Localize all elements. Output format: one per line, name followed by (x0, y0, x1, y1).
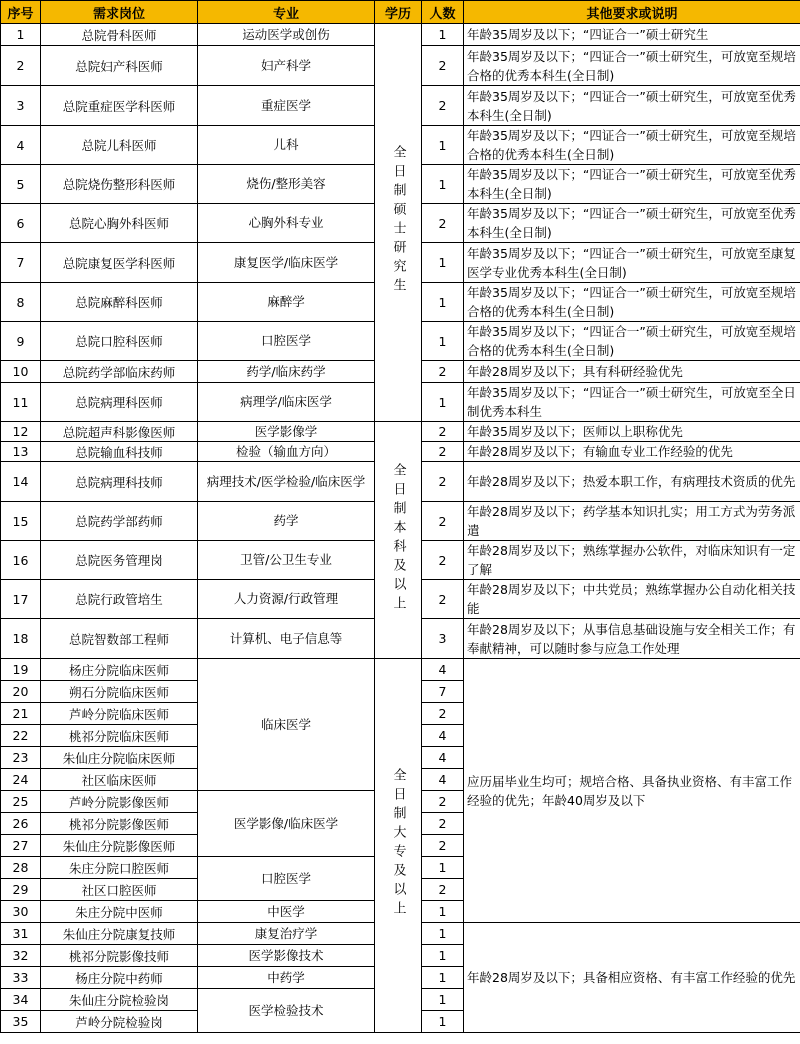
row-number: 2 (1, 46, 41, 86)
header-education: 学历 (375, 1, 422, 24)
position-cell: 朱仙庄分院检验岗 (41, 989, 198, 1011)
row-number: 20 (1, 681, 41, 703)
row-number: 35 (1, 1011, 41, 1033)
major-cell: 检验（输血方向） (198, 442, 375, 462)
position-cell: 朱仙庄分院康复技师 (41, 923, 198, 945)
count-cell: 2 (422, 541, 464, 580)
education-cell-college (375, 659, 422, 1033)
position-cell: 桃祁分院影像技师 (41, 945, 198, 967)
row-number: 25 (1, 791, 41, 813)
header-row (1, 1, 800, 24)
count-cell: 4 (422, 725, 464, 747)
count-cell: 2 (422, 502, 464, 541)
count-cell: 2 (422, 791, 464, 813)
major-cell: 临床医学 (198, 659, 375, 791)
major-cell: 计算机、电子信息等 (198, 619, 375, 659)
row-number: 32 (1, 945, 41, 967)
position-cell: 芦岭分院影像医师 (41, 791, 198, 813)
row-number: 24 (1, 769, 41, 791)
row-number: 26 (1, 813, 41, 835)
row-number: 31 (1, 923, 41, 945)
major-cell: 口腔医学 (198, 322, 375, 361)
major-cell: 卫管/公卫生专业 (198, 541, 375, 580)
position-cell: 芦岭分院临床医师 (41, 703, 198, 725)
row-number: 30 (1, 901, 41, 923)
count-cell: 4 (422, 747, 464, 769)
major-cell: 麻醉学 (198, 283, 375, 322)
major-cell: 医学影像/临床医学 (198, 791, 375, 857)
position-cell: 总院病理科技师 (41, 462, 198, 502)
position-cell: 朱庄分院中医师 (41, 901, 198, 923)
count-cell: 7 (422, 681, 464, 703)
count-cell: 1 (422, 283, 464, 322)
header-no: 序号 (1, 1, 41, 24)
position-cell: 总院药学部药师 (41, 502, 198, 541)
position-cell: 总院烧伤整形科医师 (41, 165, 198, 204)
major-cell: 运动医学或创伤 (198, 24, 375, 46)
row-number: 22 (1, 725, 41, 747)
count-cell: 2 (422, 204, 464, 243)
position-cell: 桃祁分院影像医师 (41, 813, 198, 835)
position-cell: 社区口腔医师 (41, 879, 198, 901)
major-cell: 医学检验技术 (198, 989, 375, 1033)
position-cell: 总院医务管理岗 (41, 541, 198, 580)
position-cell: 杨庄分院临床医师 (41, 659, 198, 681)
count-cell: 1 (422, 126, 464, 165)
major-cell: 口腔医学 (198, 857, 375, 901)
row-number: 23 (1, 747, 41, 769)
row-number: 12 (1, 422, 41, 442)
count-cell: 1 (422, 989, 464, 1011)
row-number: 5 (1, 165, 41, 204)
education-cell-master (375, 24, 422, 422)
row-number: 6 (1, 204, 41, 243)
position-cell: 总院重症医学科医师 (41, 86, 198, 126)
education-text: 全日制大专及以上 (390, 768, 406, 920)
count-cell: 2 (422, 879, 464, 901)
position-cell: 总院妇产科医师 (41, 46, 198, 86)
major-cell: 病理学/临床医学 (198, 383, 375, 422)
row-number: 11 (1, 383, 41, 422)
note-cell: 应历届毕业生均可；规培合格、具备执业资格、有丰富工作经验的优先；年龄40周岁及以下 (464, 659, 800, 923)
count-cell: 1 (422, 383, 464, 422)
header-notes: 其他要求或说明 (464, 1, 800, 24)
position-cell: 杨庄分院中药师 (41, 967, 198, 989)
education-cell-bachelor (375, 422, 422, 659)
row-number: 16 (1, 541, 41, 580)
table-row (1, 24, 800, 46)
row-number: 27 (1, 835, 41, 857)
count-cell: 1 (422, 967, 464, 989)
row-number: 10 (1, 361, 41, 383)
count-cell: 2 (422, 442, 464, 462)
row-number: 34 (1, 989, 41, 1011)
major-cell: 人力资源/行政管理 (198, 580, 375, 619)
position-cell: 朱仙庄分院影像医师 (41, 835, 198, 857)
position-cell: 总院智数部工程师 (41, 619, 198, 659)
position-cell: 朔石分院临床医师 (41, 681, 198, 703)
major-cell: 心胸外科专业 (198, 204, 375, 243)
count-cell: 1 (422, 24, 464, 46)
note-cell: 年龄35周岁及以下；“四证合一”硕士研究生，可放宽至规培合格的优秀本科生(全日制) (464, 126, 800, 165)
row-number: 4 (1, 126, 41, 165)
row-number: 33 (1, 967, 41, 989)
position-cell: 总院骨科医师 (41, 24, 198, 46)
note-cell: 年龄35周岁及以下；“四证合一”硕士研究生，可放宽至规培合格的优秀本科生(全日制) (464, 283, 800, 322)
position-cell: 总院病理科医师 (41, 383, 198, 422)
position-cell: 桃祁分院临床医师 (41, 725, 198, 747)
count-cell: 1 (422, 1011, 464, 1033)
row-number: 19 (1, 659, 41, 681)
row-number: 7 (1, 243, 41, 283)
note-cell: 年龄28周岁及以下；热爱本职工作，有病理技术资质的优先 (464, 462, 800, 502)
major-cell: 儿科 (198, 126, 375, 165)
count-cell: 1 (422, 901, 464, 923)
education-text: 全日制本科及以上 (390, 462, 406, 615)
header-position: 需求岗位 (41, 1, 198, 24)
row-number: 14 (1, 462, 41, 502)
note-cell: 年龄35周岁及以下；“四证合一”硕士研究生，可放宽至规培合格的优秀本科生(全日制) (464, 46, 800, 86)
note-cell: 年龄35周岁及以下；“四证合一”硕士研究生 (464, 24, 800, 46)
position-cell: 朱庄分院口腔医师 (41, 857, 198, 879)
row-number: 9 (1, 322, 41, 361)
count-cell: 2 (422, 361, 464, 383)
row-number: 3 (1, 86, 41, 126)
major-cell: 中药学 (198, 967, 375, 989)
position-cell: 总院超声科影像医师 (41, 422, 198, 442)
row-number: 15 (1, 502, 41, 541)
note-cell: 年龄28周岁及以下；从事信息基础设施与安全相关工作；有奉献精神，可以随时参与应急工作处理 (464, 619, 800, 659)
count-cell: 1 (422, 243, 464, 283)
note-cell: 年龄28周岁及以下；中共党员；熟练掌握办公自动化相关技能 (464, 580, 800, 619)
count-cell: 1 (422, 945, 464, 967)
count-cell: 2 (422, 703, 464, 725)
row-number: 21 (1, 703, 41, 725)
note-cell: 年龄28周岁及以下；有输血专业工作经验的优先 (464, 442, 800, 462)
major-cell: 烧伤/整形美容 (198, 165, 375, 204)
position-cell: 社区临床医师 (41, 769, 198, 791)
note-cell: 年龄35周岁及以下；“四证合一”硕士研究生，可放宽至优秀本科生(全日制) (464, 204, 800, 243)
position-cell: 总院药学部临床药师 (41, 361, 198, 383)
count-cell: 4 (422, 659, 464, 681)
position-cell: 总院口腔科医师 (41, 322, 198, 361)
note-cell: 年龄28周岁及以下；具有科研经验优先 (464, 361, 800, 383)
major-cell: 中医学 (198, 901, 375, 923)
row-number: 18 (1, 619, 41, 659)
table-row (1, 659, 800, 681)
position-cell: 总院行政管培生 (41, 580, 198, 619)
major-cell: 药学/临床药学 (198, 361, 375, 383)
row-number: 17 (1, 580, 41, 619)
major-cell: 药学 (198, 502, 375, 541)
note-cell: 年龄35周岁及以下；医师以上职称优先 (464, 422, 800, 442)
count-cell: 2 (422, 813, 464, 835)
note-cell: 年龄35周岁及以下；“四证合一”硕士研究生，可放宽至优秀本科生(全日制) (464, 165, 800, 204)
count-cell: 2 (422, 46, 464, 86)
position-cell: 总院儿科医师 (41, 126, 198, 165)
major-cell: 康复医学/临床医学 (198, 243, 375, 283)
count-cell: 4 (422, 769, 464, 791)
count-cell: 2 (422, 835, 464, 857)
row-number: 28 (1, 857, 41, 879)
count-cell: 1 (422, 322, 464, 361)
count-cell: 1 (422, 857, 464, 879)
count-cell: 1 (422, 165, 464, 204)
note-cell: 年龄35周岁及以下；“四证合一”硕士研究生，可放宽至规培合格的优秀本科生(全日制) (464, 322, 800, 361)
count-cell: 3 (422, 619, 464, 659)
row-number: 8 (1, 283, 41, 322)
note-cell: 年龄35周岁及以下；“四证合一”硕士研究生，可放宽至全日制优秀本科生 (464, 383, 800, 422)
major-cell: 病理技术/医学检验/临床医学 (198, 462, 375, 502)
position-cell: 总院心胸外科医师 (41, 204, 198, 243)
note-cell: 年龄35周岁及以下；“四证合一”硕士研究生，可放宽至优秀本科生(全日制) (464, 86, 800, 126)
count-cell: 2 (422, 422, 464, 442)
position-cell: 总院输血科技师 (41, 442, 198, 462)
note-cell: 年龄28周岁及以下；药学基本知识扎实；用工方式为劳务派遣 (464, 502, 800, 541)
table-row (1, 422, 800, 442)
row-number: 1 (1, 24, 41, 46)
major-cell: 医学影像技术 (198, 945, 375, 967)
position-cell: 朱仙庄分院临床医师 (41, 747, 198, 769)
major-cell: 重症医学 (198, 86, 375, 126)
education-text: 全日制硕士研究生 (390, 145, 406, 297)
count-cell: 2 (422, 86, 464, 126)
major-cell: 康复治疗学 (198, 923, 375, 945)
note-cell: 年龄28周岁及以下；具备相应资格、有丰富工作经验的优先 (464, 923, 800, 1033)
note-cell: 年龄35周岁及以下；“四证合一”硕士研究生，可放宽至康复医学专业优秀本科生(全日制) (464, 243, 800, 283)
header-major: 专业 (198, 1, 375, 24)
row-number: 13 (1, 442, 41, 462)
major-cell: 妇产科学 (198, 46, 375, 86)
count-cell: 1 (422, 923, 464, 945)
note-cell: 年龄28周岁及以下；熟练掌握办公软件，对临床知识有一定了解 (464, 541, 800, 580)
header-count: 人数 (422, 1, 464, 24)
position-cell: 芦岭分院检验岗 (41, 1011, 198, 1033)
count-cell: 2 (422, 462, 464, 502)
position-cell: 总院麻醉科医师 (41, 283, 198, 322)
count-cell: 2 (422, 580, 464, 619)
major-cell: 医学影像学 (198, 422, 375, 442)
row-number: 29 (1, 879, 41, 901)
position-cell: 总院康复医学科医师 (41, 243, 198, 283)
